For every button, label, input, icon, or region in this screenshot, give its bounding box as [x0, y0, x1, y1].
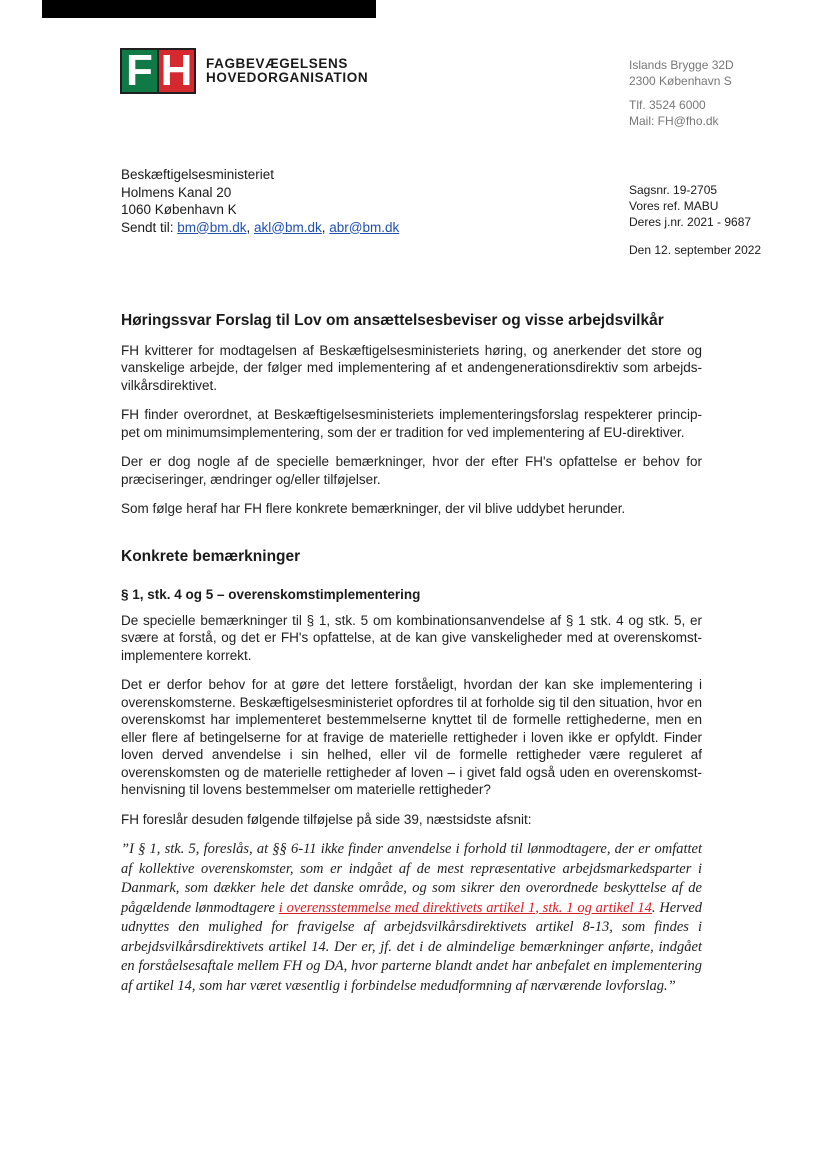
email-link-akl[interactable]: akl@bm.dk: [254, 219, 322, 235]
proposed-text-quote: [121, 840, 702, 996]
quote-highlighted-insertion: i overensstemmelse med direktivets artikel 1, stk. 1 og artikel 14: [278, 899, 652, 916]
intro-paragraph: FH finder overordnet, at Beskæftigelsesministeriets implementeringsforslag respekterer princippet om minimumsimplementering, som der er tradition for ved implementering af EU-direktiver.: [121, 407, 702, 440]
fh-logo: [120, 48, 368, 94]
email-link-abr[interactable]: abr@bm.dk: [329, 219, 400, 235]
letter-date: Den 12. september 2022: [629, 243, 762, 257]
recipient-street: Holmens Kanal 20: [121, 184, 232, 200]
logo-letter-h: H: [157, 50, 194, 92]
recipient-block: [121, 166, 399, 236]
reference-block: [629, 182, 751, 230]
logo-line-1: FAGBEVÆGELSENS: [206, 56, 348, 71]
body-paragraph: FH foreslår desuden følgende tilføjelse på side 39, næstsidste afsnit:: [121, 811, 532, 827]
org-address: [629, 57, 734, 89]
recipient-sent-to: [121, 219, 399, 237]
org-address-line-2: 2300 København S: [629, 74, 732, 88]
email-separator: ,: [246, 219, 255, 235]
email-separator: ,: [321, 219, 330, 235]
org-address-line-1: Islands Brygge 32D: [629, 58, 734, 72]
org-contact: [629, 97, 719, 129]
email-link-bm[interactable]: bm@bm.dk: [177, 219, 247, 235]
letter-body: [121, 312, 702, 1008]
org-mail: Mail: FH@fho.dk: [629, 114, 719, 128]
logo-letter-f: F: [122, 50, 157, 92]
org-phone: Tlf. 3524 6000: [629, 98, 706, 112]
sent-to-label: Sendt til:: [121, 219, 178, 235]
quote-text-start: ”I § 1, stk. 5, foreslås, at §§ 6-11 ikke finder anvendelse i forhold til lønmodtagere, der er omfattet af kollektive overenskomster, som er indgået af de mest repræsentative arbejdsmarkedsparter i Danmark, som dækker hele det danske område, og som sikrer den overordnede beskyttelse af de pågældende lønmodtagere: [121, 841, 702, 916]
body-paragraph: Det er derfor behov for at gøre det lettere forståeligt, hvordan der kan ske implementering i overenskomsterne. Beskæftigelsesministeriet opfordres til at forholde sig til den situation, hvor en overenskomst har implementeret bestemmelserne knyttet til de formelle rettighederne, men en eller flere af betingelserne for at fravige de materielle rettigheder i loven ikke er opfyldt. Finder loven derved anvendelse i sin helhed, eller vil de formelle rettigheder være reguleret af overenskomsten og de materielle rettigheder af loven – i givet fald også uden en overenskomsthenvisning til lovens bestemmelser om materielle rettigheder?: [121, 677, 702, 797]
fh-logo-mark: [120, 48, 196, 94]
letter-title: Høringssvar Forslag til Lov om ansættelsesbeviser og visse arbejdsvilkår: [121, 312, 664, 329]
recipient-name: Beskæftigelsesministeriet: [121, 167, 275, 182]
intro-paragraph: FH kvitterer for modtagelsen af Beskæftigelsesministeriets høring, og anerkender det store og vanskelige arbejde, der følger med implementering af et andengenerationsdirektiv som arbejdsvilkårsdirektivet.: [121, 342, 702, 393]
case-number: Sagsnr. 19-2705: [629, 183, 718, 197]
quote-text-end: . Herved udnyttes den mulighed for fravigelse af arbejdsvilkårsdirektivets artikel 8-13, som findes i arbejdsvilkårsdirektivets artikel 14. Der er, jf. det i de almindelige bemærkninger anførte, indgået en forståelsesaftale mellem FH og DA, hvor parterne blandt andet har anbefalet en implementering af artikel 14, som har været væsentlig i forbindelse medudformning af nærværende lovforslag.”: [121, 899, 703, 994]
redaction-bar: [42, 0, 376, 18]
intro-paragraph: Som følge heraf har FH flere konkrete bemærkninger, der vil blive uddybet herunder.: [121, 501, 626, 516]
body-paragraph: De specielle bemærkninger til § 1, stk. 5 om kombinationsanvendelse af § 1 stk. 4 og stk. 5, er svære at forstå, og det er FH's opfattelse, at de kan give vanskeligheder med at overenskomstimplementere korrekt.: [121, 612, 702, 663]
intro-paragraph: Der er dog nogle af de specielle bemærkninger, hvor der efter FH's opfattelse er behov for præciseringer, ændringer og/eller tilføjelser.: [121, 454, 702, 487]
recipient-city: 1060 København K: [121, 202, 237, 217]
our-reference: Vores ref. MABU: [629, 199, 719, 213]
subsection-title: § 1, stk. 4 og 5 – overenskomstimplementering: [121, 587, 421, 602]
logo-line-2: HOVEDORGANISATION: [206, 70, 369, 85]
their-reference: Deres j.nr. 2021 - 9687: [629, 215, 752, 229]
section-title: Konkrete bemærkninger: [121, 547, 301, 565]
logo-text: [206, 57, 368, 85]
